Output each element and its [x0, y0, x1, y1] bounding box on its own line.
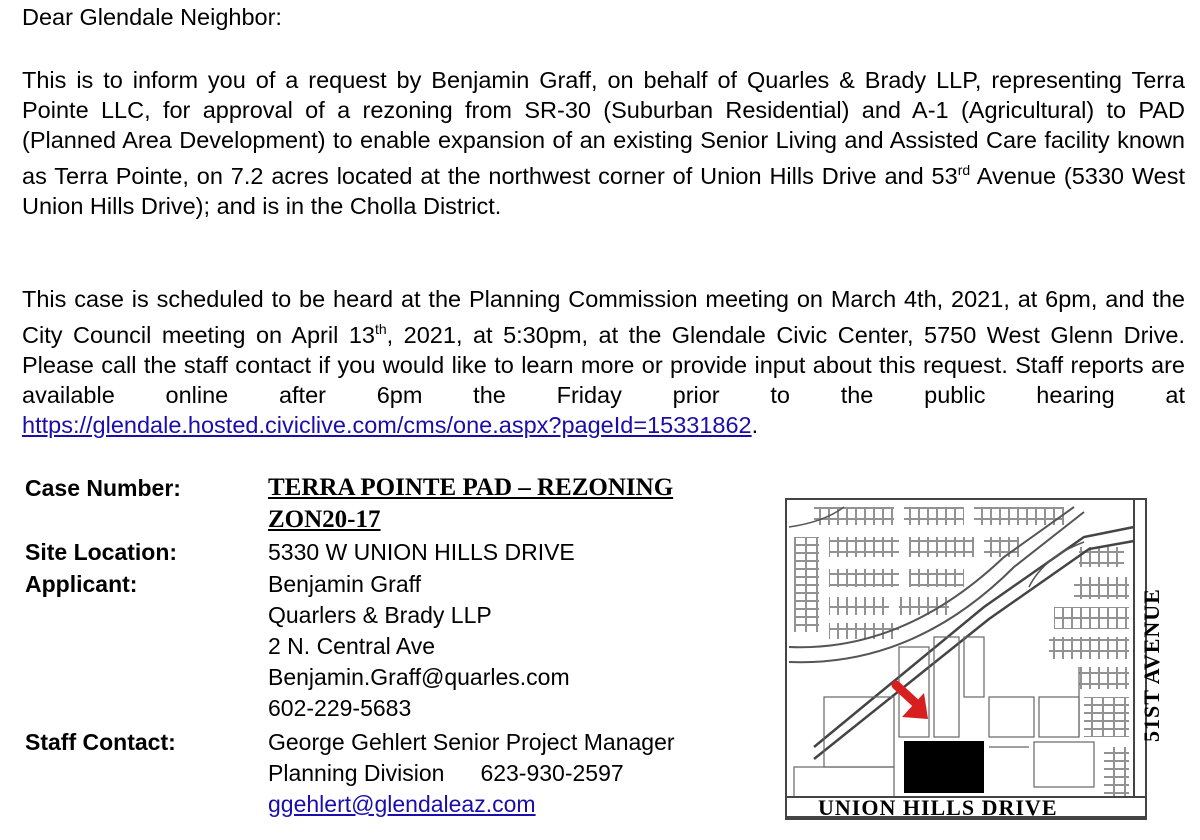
staff-phone: 623-930-2597: [480, 760, 624, 786]
applicant-firm: Quarlers & Brady LLP: [268, 602, 492, 628]
ordinal-suffix: rd: [957, 162, 971, 178]
staff-reports-link[interactable]: https://glendale.hosted.civiclive.com/cms/one.aspx?pageId=15331862: [22, 411, 752, 438]
site-location: 5330 W UNION HILLS DRIVE: [268, 539, 575, 565]
paragraph-schedule: [22, 284, 1185, 440]
site-location-label: Site Location:: [25, 539, 178, 565]
ordinal-suffix: th: [374, 321, 387, 337]
greeting: Dear Glendale Neighbor:: [22, 4, 282, 30]
paragraph-request-text-b: Avenue (5330 West Union Hills Drive); and is in the Cholla District.: [22, 162, 1185, 219]
applicant-address: 2 N. Central Ave: [268, 633, 436, 659]
applicant-name: Benjamin Graff: [268, 571, 421, 597]
paragraph-schedule-end: .: [751, 411, 759, 438]
staff-division: Planning Division: [268, 760, 445, 786]
paragraph-schedule-text-b: , 2021, at 5:30pm, at the Glendale Civic Center, 5750 West Glenn Drive. Please call the staff contact if you would like to learn more or provide input about this request. Staff reports are available online after 6pm the Friday prior to the public hearing at: [22, 321, 1185, 408]
vicinity-map: [784, 497, 1164, 827]
paragraph-schedule-text-a: This case is scheduled to be heard at the Planning Commission meeting on March 4th, 2021, at 6pm, and the City Council meeting on April 13: [22, 286, 1185, 348]
applicant-phone: 602-229-5683: [268, 695, 412, 721]
51st-avenue-label: 51ST AVENUE: [1139, 588, 1164, 742]
paragraph-request-text-a: This is to inform you of a request by Benjamin Graff, on behalf of Quarles & Brady LLP, representing Terra Pointe LLC, for approval of a rezoning from SR-30 (Suburban Residential) and A-1 (Agricultural) to PAD (Planned Area Development) to enable expansion of an existing Senior Living and Assisted Care facility known as Terra Pointe, on 7.2 acres located at the northwest corner of Union Hills Drive and 53: [22, 67, 1185, 189]
case-number-label: Case Number:: [25, 475, 181, 501]
staff-email-line: [268, 789, 536, 820]
union-hills-drive-label: UNION HILLS DRIVE: [818, 795, 1058, 820]
applicant-label: Applicant:: [25, 571, 138, 597]
staff-division-line: [268, 758, 624, 789]
case-title: TERRA POINTE PAD – REZONING: [268, 474, 674, 501]
staff-email-link[interactable]: ggehlert@glendaleaz.com: [268, 791, 536, 817]
case-code: ZON20-17: [268, 506, 381, 533]
paragraph-request: [22, 65, 1185, 221]
staff-name: George Gehlert Senior Project Manager: [268, 729, 675, 755]
subject-site: [904, 741, 984, 793]
applicant-email: Benjamin.Graff@quarles.com: [268, 664, 570, 690]
staff-contact-label: Staff Contact:: [25, 729, 176, 755]
